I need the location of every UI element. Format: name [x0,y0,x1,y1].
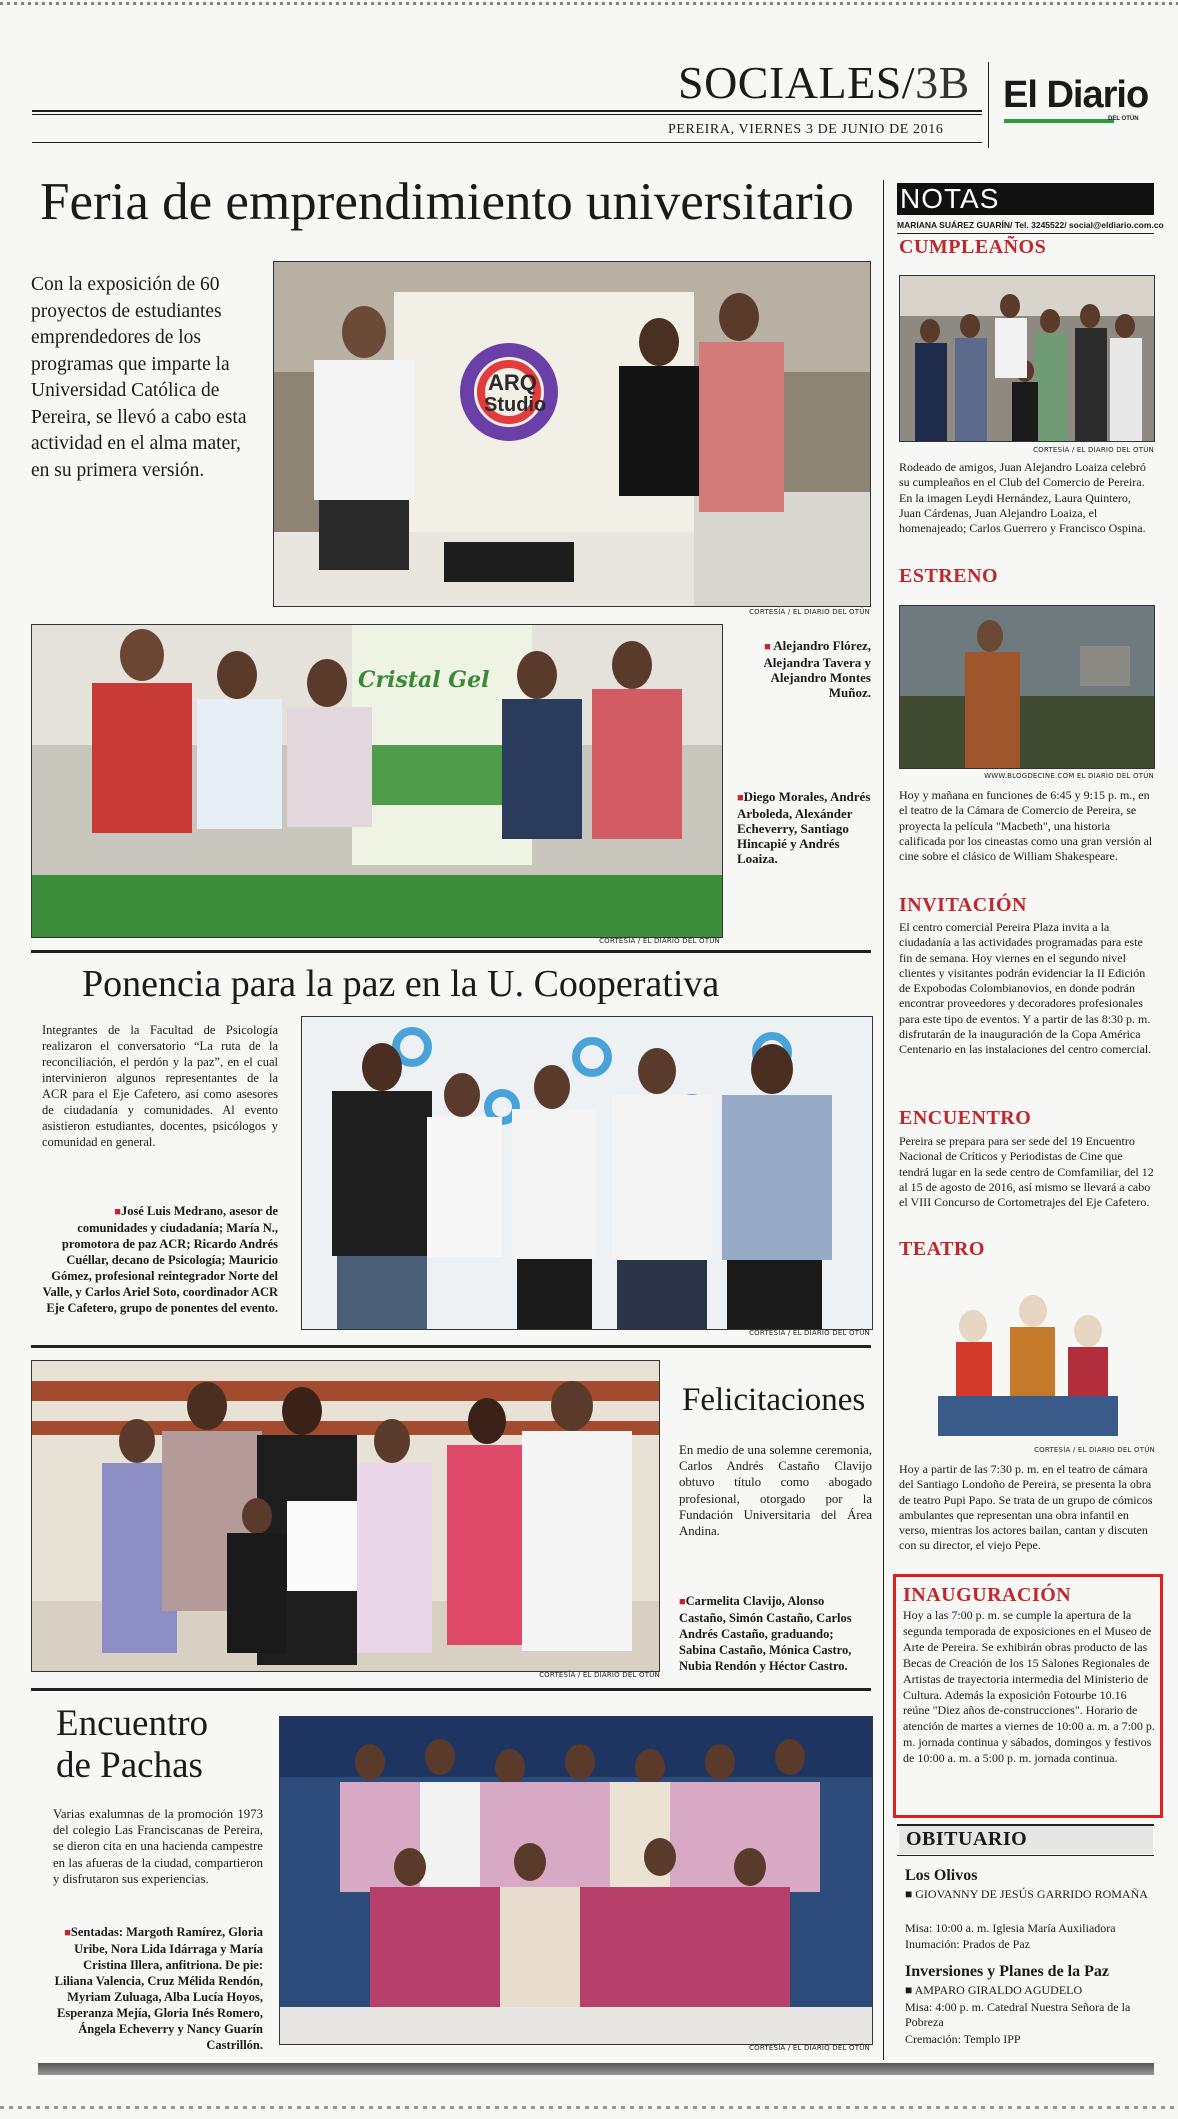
feria-title: Feria de emprendimiento universitario [40,173,854,231]
notas-contact-rule [897,233,1154,234]
feria-caption-2: ■Diego Morales, Andrés Arboleda, Alexánder Echeverry, Santiago Hincapié y Andrés Loaiza. [737,789,871,866]
ponencia-body: Integrantes de la Facultad de Psicología realizaron el conversatorio “La ruta de la reconciliación, el perdón y la paz”, en el cual intervinieron algunos representantes de la ACR para el Eje Cafetero, así como asesores de ciudadanía y comunidades. Al evento asistieron estudiantes, docentes, psicólogos y comunidad en general. [42,1023,278,1149]
felicitaciones-caption: ■Carmelita Clavijo, Alonso Castaño, Simón Castaño, Carlos Andrés Castaño, graduando; Sabina Castaño, Mónica Castro, Nubia Rendón y Héctor Castro. [679,1594,852,1673]
section-title [678,58,970,108]
obituario-rule-bottom [897,1855,1154,1856]
inaug-body: Hoy a las 7:00 p. m. se cumple la apertura de la segunda temporada de exposiciones en el Museo de Arte de Pereira. Se exhibirán obras producto de las Becas de Creación de los 15 Salones Regionales de Artistas de trayectoria intermedia del Ministerio de Cultura. Además la exposición Fotourbe 10.16 reúne "Diez años de-construcciones". Horario de atención de martes a viernes de 10:00 a. m. a 7:00 p. m. jornada continua y sábados, domingos y festivos de 10:00 a. m. a 5:00 p. m. jornada continua. [903,1608,1155,1766]
felicitaciones-credit: CORTESÍA / EL DIARIO DEL OTÚN [539,1671,660,1679]
felicitaciones-body: En medio de una solemne ceremonia, Carlos Andrés Castaño Clavijo obtuvo título como abogado profesional, otorgado por la Fundación Universitaria del Área Andina. [679,1443,872,1539]
pachas-title-line2: de Pachas [56,1745,203,1786]
masthead-rule-bottom [32,142,982,143]
obit-2-final: Cremación: Templo IPP [905,2032,1021,2046]
page-number: 3B [915,57,970,108]
logo-subtitle: DEL OTÚN [1108,116,1139,122]
studio-sign-text: Studio [484,394,547,416]
estreno-head: ESTRENO [899,565,999,587]
encuentro-body: Pereira se prepara para ser sede del 19 Encuentro Nacional de Críticos y Periodistas de Cine que tendrá lugar en la sede centro de Comfamiliar, del 12 al 15 de agosto de 2016, así mismo se llevará a cabo el VIII Concurso de Cortometrajes del Eje Cafetero. [899,1134,1154,1210]
obituario-header-bar [899,1826,1153,1854]
section-name: SOCIALES/ [678,57,916,108]
notas-title: NOTAS [900,183,1000,214]
teatro-credit: CORTESÍA / EL DIARIO DEL OTÚN [1034,1446,1155,1454]
pachas-caption: ■Sentadas: Margoth Ramírez, Gloria Uribe, Nora Lida Idárraga y María Cristina Illera, anfitriona. De pie: Liliana Valencia, Cruz Mélida Rendón, Myriam Zuluaga, Alba Lucía Hoyos, Esperanza Mejía, Gloria Inés Romero, Ángela Echeverry y Nancy Guarín Castrillón. [54,1925,263,2052]
felicitaciones-title: Felicitaciones [682,1382,866,1418]
estreno-credit: WWW.BLOGDECINE.COM EL DIARIO DEL OTÚN [984,772,1154,780]
pachas-title-line1: Encuentro [56,1703,209,1744]
newspaper-logo: El Diario [1003,74,1149,116]
ponencia-credit: CORTESÍA / EL DIARIO DEL OTÚN [749,1329,870,1337]
teatro-body: Hoy a partir de las 7:30 p. m. en el teatro de cámara del Santiago Londoño de Pereira, se presenta la obra de teatro Pupi Papo. Se trata de un grupo de cómicos ambulantes que representan una obra infantil en verso, mientras los actores bailan, cantan y discuten con su director, el viejo Pepe. [899,1462,1153,1553]
obit-2-misa: Misa: 4:00 p. m. Catedral Nuestra Señora de la Pobreza [905,2000,1131,2030]
pachas-credit: CORTESÍA / EL DIARIO DEL OTÚN [749,2044,870,2052]
estreno-photo [899,605,1155,769]
obit-1-funeraria: Los Olivos [905,1867,978,1884]
feria-intro: Con la exposición de 60 proyectos de estudiantes emprendedores de los programas que imparte la Universidad Católica de Pereira, se llevó a cabo esta actividad en el alma mater, en su primera versión. [31,274,247,481]
notas-contact: MARIANA SUÁREZ GUARÍN/ Tel. 3245522/ social@eldiario.com.co [897,220,1164,230]
column-divider [883,180,884,2060]
teatro-head: TEATRO [899,1238,985,1260]
ponencia-photo [301,1016,873,1330]
obit-2-funeraria: Inversiones y Planes de la Paz [905,1963,1109,1980]
encuentro-head: ENCUENTRO [899,1107,1032,1129]
cristal-gel-banner-text: Cristal Gel [358,667,490,693]
logo-green-bar [1004,119,1114,123]
inaug-head: INAUGURACIÓN [903,1584,1072,1606]
feria-photo-cristal-gel [31,624,723,938]
obit-1-misa: Misa: 10:00 a. m. Iglesia María Auxiliadora [905,1921,1116,1935]
scan-edge-bottom [0,2106,1178,2109]
felicitaciones-photo [31,1360,660,1672]
masthead-divider [988,62,989,148]
ponencia-caption: ■José Luis Medrano, asesor de comunidades y ciudadanía; María N., promotora de paz ACR; Ricardo Andrés Cuéllar, decano de Psicología; Mauricio Gómez, profesional reintegrador Norte del Valle, y Carlos Ariel Soto, coordinador ACR Eje Cafetero, grupo de ponentes del evento. [42,1204,278,1315]
invitacion-head: INVITACIÓN [899,894,1027,916]
notas-header-bar [897,183,1154,215]
masthead-rule-top [32,110,982,112]
invitacion-body: El centro comercial Pereira Plaza invita a la ciudadanía a las actividades programadas para este fin de semana. Hoy viernes en el segundo nivel clientes y visitantes podrán evidenciar la II Edición de Expobodas Colombianovios, en donde podrán encontrar proveedores y decoradores profesionales para este tipo de eventos. Y a partir de las 8:30 p. m. disfrutarán de la inauguración de la Copa América Centenario en las instalaciones del centro comercial. [899,920,1152,1057]
feria-caption-1: ■ Alejandro Flórez, Alejandra Tavera y Alejandro Montes Muñoz. [763,638,871,700]
feria-photo1-credit: CORTESÍA / EL DIARIO DEL OTÚN [749,608,870,616]
cumple-photo [899,275,1155,442]
scan-edge [0,2,1178,5]
obit-1-name: ■ GIOVANNY DE JESÚS GARRIDO ROMAÑA [905,1887,1148,1901]
cumple-credit: CORTESÍA / EL DIARIO DEL OTÚN [1033,446,1154,454]
obituario-title: OBITUARIO [906,1828,1028,1850]
footer-bar [38,2063,1154,2075]
estreno-body: Hoy y mañana en funciones de 6:45 y 9:15 p. m., en el teatro de la Cámara de Comercio de Pereira, se proyecta la película "Macbeth", una historia calificada por los cineastas como una gran versión al cine sobre el clásico de William Shakespeare. [899,788,1153,864]
cumple-head: CUMPLEAÑOS [899,236,1047,258]
feria-photo2-credit: CORTESÍA / EL DIARIO DEL OTÚN [599,937,720,945]
arq-sign-text: ARQ [488,370,537,395]
section-rule-1 [31,950,871,953]
masthead-rule-top-thin [32,114,982,115]
pachas-title [56,1703,208,1787]
section-rule-2 [31,1345,871,1348]
pachas-body: Varias exalumnas de la promoción 1973 del colegio Las Franciscanas de Pereira, se dieron cita en una hacienda campestre en las afueras de la ciudad, compartieron y disfrutaron sus experiencias. [53,1807,263,1886]
dateline: PEREIRA, VIERNES 3 DE JUNIO DE 2016 [668,122,944,137]
obit-2-name: ■ AMPARO GIRALDO AGUDELO [905,1983,1083,1997]
section-rule-3 [31,1688,871,1691]
cumple-body: Rodeado de amigos, Juan Alejandro Loaiza celebró su cumpleaños en el Club del Comercio de Pereira. En la imagen Leydi Hernández, Laura Quintero, Juan Cárdenas, Juan Alejandro Loaiza, el homenajeado; Carlos Guerrero y Francisco Ospina. [899,460,1146,536]
obit-1-final: Inumación: Prados de Paz [905,1937,1030,1951]
teatro-photo [928,1286,1128,1444]
pachas-photo [279,1716,873,2045]
ponencia-title: Ponencia para la paz en la U. Cooperativa [82,963,720,1005]
feria-photo-arq-studio [273,261,871,607]
